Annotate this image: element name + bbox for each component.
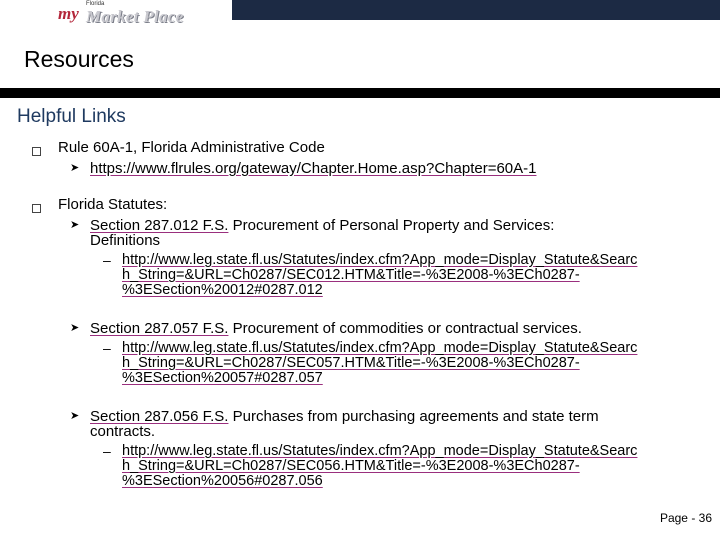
statute-url-link[interactable]: %3ESection%20012#0287.012: [122, 282, 323, 298]
statute-desc-cont: Definitions: [90, 232, 161, 249]
statute-desc: Procurement of commodities or contractual services.: [232, 320, 582, 337]
dash-bullet-icon: –: [103, 443, 111, 459]
page-number: Page - 36: [659, 511, 712, 525]
statute-url-link[interactable]: %3ESection%20056#0287.056: [122, 473, 323, 489]
arrow-bullet-icon: ➤: [70, 322, 80, 334]
statute-url-link[interactable]: http://www.leg.state.fl.us/Statutes/index.cfm?App_mode=Display_Statute&Searc: [122, 340, 638, 356]
statute-ref-link[interactable]: Section 287.057 F.S.: [90, 320, 229, 337]
statutes-heading: Florida Statutes:: [58, 196, 168, 213]
logo-panel: [0, 0, 232, 31]
statute-url-link[interactable]: h_String=&URL=Ch0287/SEC056.HTM&Title=-%3E2008-%3ECh0287-: [122, 458, 580, 474]
statute-desc: Procurement of Personal Property and Services:: [232, 217, 555, 234]
dash-bullet-icon: –: [103, 340, 111, 356]
statute-desc: Purchases from purchasing agreements and state term: [232, 408, 599, 425]
statute-ref-link[interactable]: Section 287.056 F.S.: [90, 408, 229, 425]
section-title: Helpful Links: [17, 106, 126, 127]
myfloridamarketplace-logo[interactable]: [58, 0, 198, 30]
checkbox-bullet-icon: [32, 147, 41, 156]
rule-heading: Rule 60A-1, Florida Administrative Code: [58, 139, 325, 156]
statute-url-link[interactable]: http://www.leg.state.fl.us/Statutes/index.cfm?App_mode=Display_Statute&Searc: [122, 443, 638, 459]
statute-url-link[interactable]: h_String=&URL=Ch0287/SEC057.HTM&Title=-%3E2008-%3ECh0287-: [122, 355, 580, 371]
dash-bullet-icon: –: [103, 252, 111, 268]
statute-url-link[interactable]: http://www.leg.state.fl.us/Statutes/index.cfm?App_mode=Display_Statute&Searc: [122, 252, 638, 268]
arrow-bullet-icon: ➤: [70, 219, 80, 231]
rule-link[interactable]: https://www.flrules.org/gateway/Chapter.Home.asp?Chapter=60A-1: [90, 160, 537, 177]
logo-state-text: Florida: [86, 1, 105, 7]
title-divider: [0, 88, 720, 98]
checkbox-bullet-icon: [32, 204, 41, 213]
statute-url-link[interactable]: h_String=&URL=Ch0287/SEC012.HTM&Title=-%3E2008-%3ECh0287-: [122, 267, 580, 283]
statute-287-056: [90, 409, 599, 424]
arrow-bullet-icon: ➤: [70, 410, 80, 422]
statute-url-link[interactable]: %3ESection%20057#0287.057: [122, 370, 323, 386]
statute-ref-link[interactable]: Section 287.012 F.S.: [90, 217, 229, 234]
logo-my-text: my: [58, 4, 79, 23]
statute-desc-cont: contracts.: [90, 423, 156, 440]
arrow-bullet-icon: ➤: [70, 162, 80, 174]
statute-287-012: [90, 218, 554, 233]
page-title: Resources: [24, 46, 134, 72]
statute-287-057: [90, 321, 582, 336]
logo-brand-text: Market Place: [86, 7, 184, 26]
